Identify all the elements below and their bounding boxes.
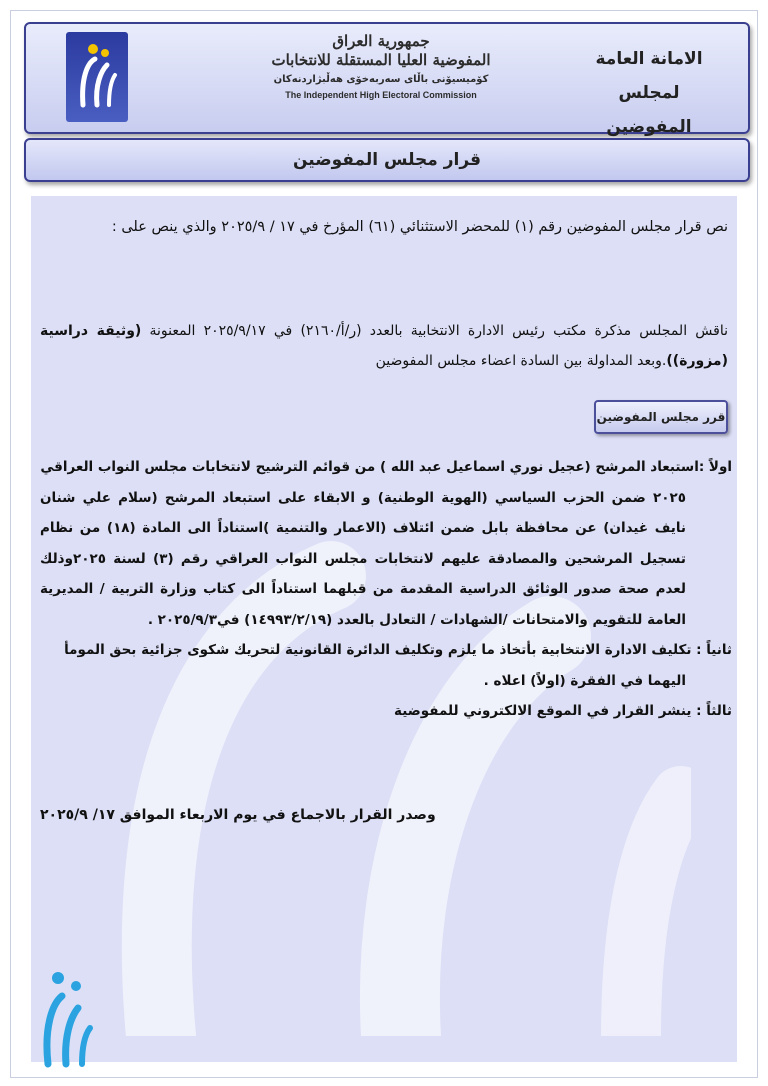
discussion-text: ناقش المجلس مذكرة مكتب رئيس الادارة الانتخابية بالعدد (ر/أ/٢١٦٠) في ٢٠٢٥/٩/١٧ المعنونة [149,323,728,339]
letterhead [24,22,750,137]
country-name: جمهورية العراق [332,32,430,50]
general-secretariat: الامانة العامة [595,49,703,69]
letterhead-right [574,42,724,144]
item-second-body: اليهما في الفقرة (اولاً) اعلاه . [483,672,686,689]
board-of-commissioners: لمجلس المفوضين [606,83,692,137]
commission-logo-icon [73,39,121,115]
page-title: قرار مجلس المفوضين [24,138,750,182]
commission-name-en: The Independent High Electoral Commission [285,90,477,100]
document-title: (وثيقة دراسية (مزورة)) [40,323,728,369]
letterhead-center [266,30,496,126]
item-first-body: ٢٠٢٥ ضمن الحزب السياسي (الهوية الوطنية) و الابقاء على استبعاد المرشح (سلام علي شنان نايف غيدان) عن محافظة بابل ضمن ائتلاف (الاعمار والتنمية )استناداً الى المادة (١٨) من نظام تسجيل المرشحين والمصادقة عليهم لانتخابات مجلس النواب العراقي رقم (٣) لسنة ٢٠٢٥وذلك لعدم صحة صدور الوثائق الدراسية المقدمة من قبلهما استناداً الى كتاب وزارة التربية / المديرية العامة للتقويم والامتحانات /الشهادات / التعادل بالعدد (١٤٩٩٣/٢/١٩) في٢٠٢٥/٩/٣ . [40,489,686,628]
footer-logo-icon [36,968,96,1068]
item-third: ثالثاً : ينشر القرار في الموقع الالكتروني للمفوضية [394,703,732,719]
commission-logo [66,32,128,122]
item-second-head: ثانياً : تكليف الادارة الانتخابية بأتخاذ ما يلزم وتكليف الدائرة القانونية لتحريك شكوى جزائية بحق المومأ [64,642,732,658]
decision-items [40,452,732,727]
discussion-paragraph [40,316,728,376]
commission-name-ar: المفوضية العليا المستقلة للانتخابات [271,51,491,69]
item-first-head: اولاً :استبعاد المرشح (عجيل نوري اسماعيل عبد الله ) من قوائم الترشيح لانتخابات مجلس النواب العراقي [40,459,732,475]
decided-label: قرر مجلس المفوضين [594,400,728,434]
intro-paragraph: نص قرار مجلس المفوضين رقم (١) للمحضر الاستثنائي (٦١) المؤرخ في ١٧ / ٢٠٢٥/٩ والذي ينص على : [111,219,728,235]
commission-name-ku: كۆمیسیۆنی باڵای سەربەخۆی هەڵبژاردنەکان [273,74,489,85]
issued-statement: وصدر القرار بالاجماع في يوم الاربعاء الموافق ١٧/ ٢٠٢٥/٩ [40,807,436,823]
discussion-tail: .وبعد المداولة بين السادة اعضاء مجلس المفوضين [375,353,667,369]
